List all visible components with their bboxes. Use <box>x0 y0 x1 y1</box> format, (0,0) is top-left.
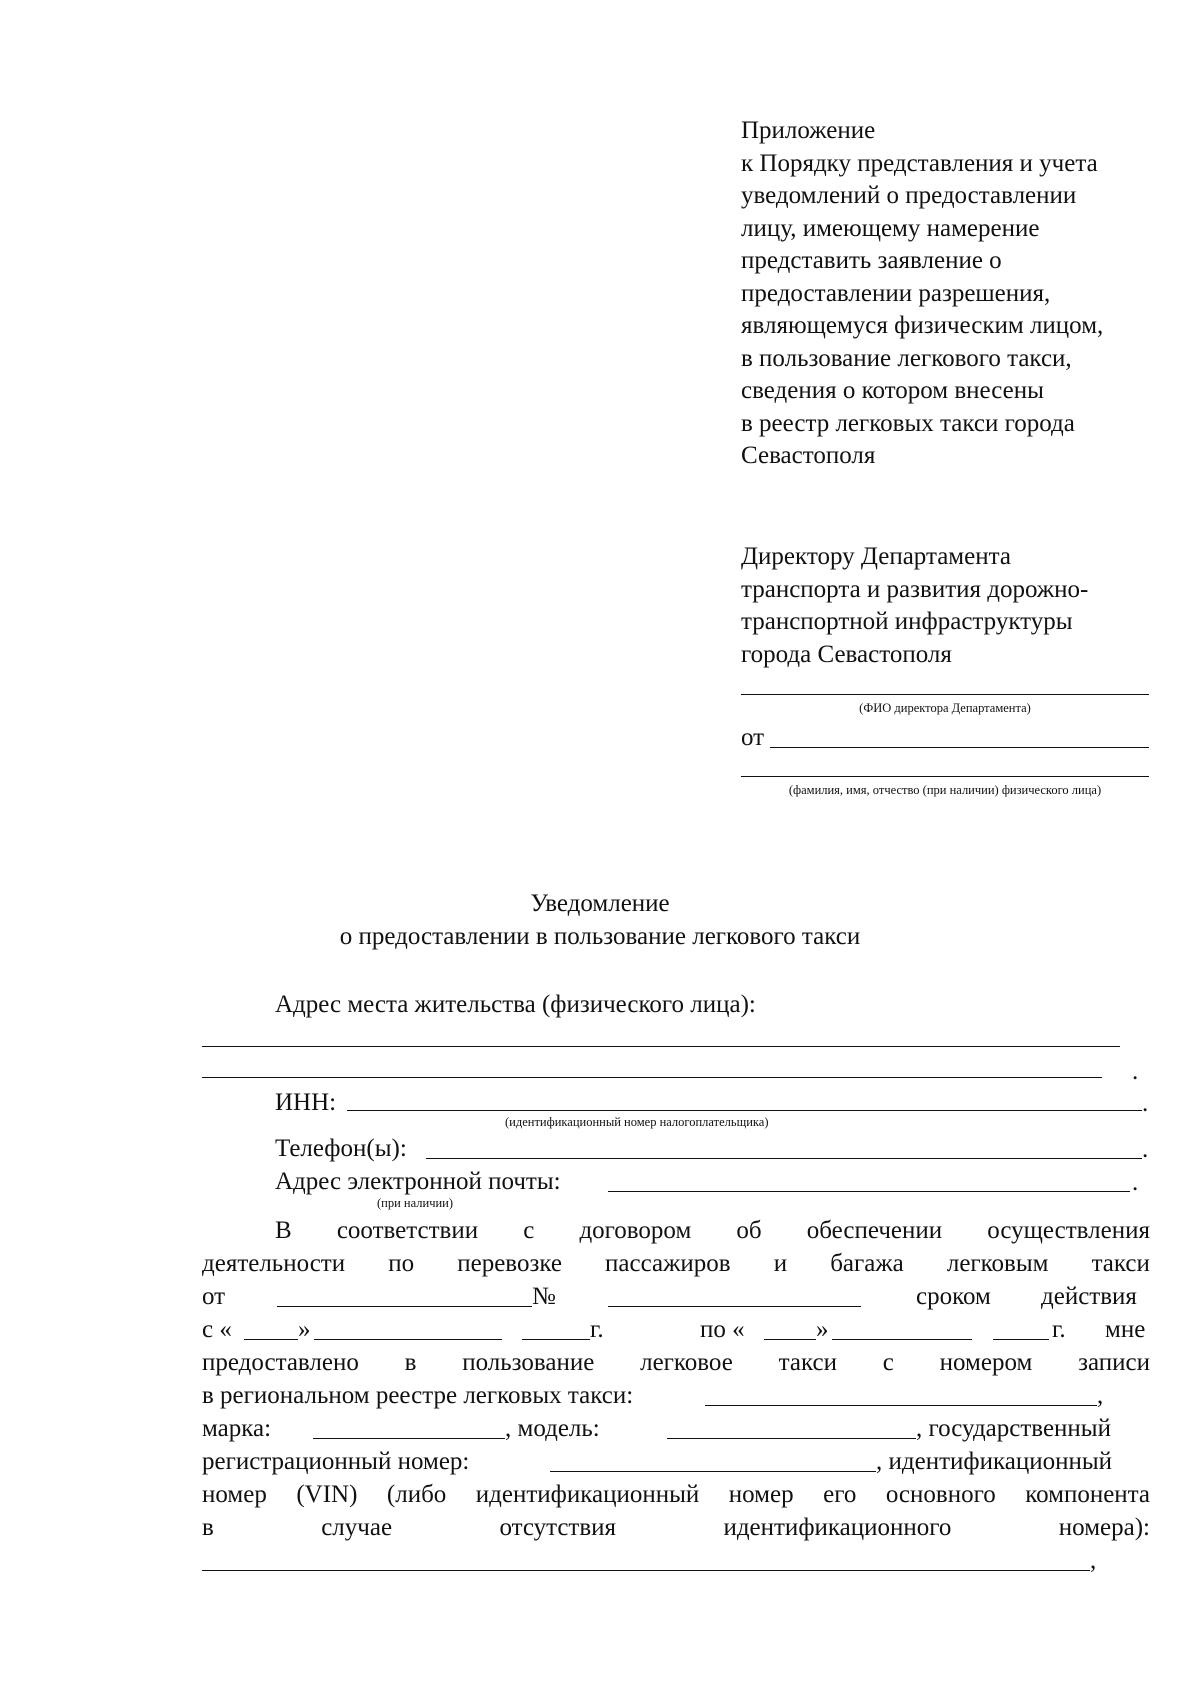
appendix-line: сведения о котором внесены <box>741 377 1044 404</box>
inn-label: ИНН: <box>275 1089 337 1116</box>
word: договором <box>579 1217 692 1244</box>
contract-date-field[interactable] <box>277 1306 532 1307</box>
word: номером <box>939 1349 1033 1376</box>
word: номера): <box>1058 1514 1150 1541</box>
appendix-line: в пользование легкового такси, <box>741 345 1072 372</box>
period-to-label: по « <box>700 1316 745 1343</box>
email-caption: (при наличии) <box>377 1196 454 1210</box>
word: перевозке <box>457 1250 562 1277</box>
from-label: от <box>741 724 765 751</box>
period-from-label: с « <box>202 1316 232 1343</box>
word: номер <box>202 1481 267 1508</box>
period-to-quote: » <box>816 1316 829 1343</box>
phone-field[interactable] <box>426 1158 1142 1159</box>
me-label: мне <box>1105 1316 1146 1343</box>
word: номер <box>728 1481 794 1508</box>
period-from-day-field[interactable] <box>244 1339 298 1340</box>
contract-number-sign: № <box>532 1283 556 1310</box>
vin-field[interactable] <box>202 1570 1090 1571</box>
period-to-year-label: г. <box>1052 1316 1066 1343</box>
appendix-line: уведомлений о предоставлении <box>741 182 1077 209</box>
reg-number-field[interactable] <box>550 1471 876 1472</box>
body-line-10 <box>202 1512 1150 1544</box>
inn-caption: (идентификационный номер налогоплательщика) <box>505 1115 769 1129</box>
appendix-title: Приложение <box>741 117 876 144</box>
period-from-quote: » <box>298 1316 311 1343</box>
word: записи <box>1078 1349 1150 1376</box>
appendix-line: к Порядку представления и учета <box>741 150 1098 177</box>
address-field-2[interactable] <box>202 1077 1102 1078</box>
document-subtitle: о предоставлении в пользование легкового такси <box>339 923 861 950</box>
director-caption: (ФИО директора Департамента) <box>859 701 1031 715</box>
appendix-line: лицу, имеющему намерение <box>741 215 1040 242</box>
word: такси <box>778 1349 837 1376</box>
word: пользование <box>462 1349 595 1376</box>
term-action-label: действия <box>1041 1283 1137 1310</box>
period-from-year-field[interactable] <box>522 1339 590 1340</box>
reg-number-label: регистрационный номер: <box>202 1448 470 1475</box>
document-title: Уведомление <box>530 890 670 917</box>
word: багажа <box>830 1250 904 1277</box>
addressee-line: транспорта и развития дорожно- <box>741 576 1089 603</box>
body-line-1 <box>275 1215 1150 1247</box>
word: осуществления <box>987 1217 1150 1244</box>
address-label: Адрес места жительства (физического лица): <box>275 991 756 1018</box>
word: случае <box>321 1514 393 1541</box>
body-line-9 <box>202 1479 1150 1511</box>
word: об <box>736 1217 762 1244</box>
body-line-5 <box>202 1347 1150 1379</box>
word: такси <box>1091 1250 1150 1277</box>
word: деятельности <box>202 1250 346 1277</box>
director-name-field[interactable] <box>741 694 1149 695</box>
model-field[interactable] <box>667 1438 916 1439</box>
registry-number-field[interactable] <box>705 1405 1097 1406</box>
addressee-line: города Севастополя <box>741 641 952 668</box>
state-label: , государственный <box>916 1415 1111 1442</box>
id-label: , идентификационный <box>876 1448 1113 1475</box>
addressee-line: Директору Департамента <box>741 543 1011 570</box>
body-line-2 <box>202 1248 1150 1280</box>
brand-label: марка: <box>202 1415 272 1442</box>
email-field[interactable] <box>608 1191 1130 1192</box>
from-name-field-2[interactable] <box>741 776 1149 777</box>
phone-end-dot: . <box>1142 1136 1149 1163</box>
from-name-field[interactable] <box>770 747 1149 748</box>
word: идентификационный <box>475 1481 700 1508</box>
person-caption: (фамилия, имя, отчество (при наличии) физического лица) <box>788 783 1102 797</box>
word: отсутствия <box>499 1514 617 1541</box>
address-field-1[interactable] <box>202 1046 1120 1047</box>
appendix-line: в реестр легковых такси города <box>741 410 1075 437</box>
appendix-line: Севастополя <box>741 442 876 469</box>
word: (либо <box>386 1481 447 1508</box>
word: с <box>882 1349 894 1376</box>
email-end-dot: . <box>1132 1169 1139 1196</box>
appendix-line: являющемуся физическим лицом, <box>741 312 1104 339</box>
inn-end-dot: . <box>1142 1090 1149 1117</box>
contract-number-field[interactable] <box>608 1306 861 1307</box>
word: предоставлено <box>202 1349 359 1376</box>
word: (VIN) <box>296 1481 358 1508</box>
period-to-day-field[interactable] <box>764 1339 816 1340</box>
registry-comma: , <box>1097 1382 1104 1409</box>
word: в <box>202 1514 214 1541</box>
vin-comma: , <box>1090 1547 1097 1574</box>
address-end-dot: . <box>1132 1058 1139 1085</box>
brand-field[interactable] <box>313 1438 505 1439</box>
word: легковым <box>946 1250 1049 1277</box>
word: пассажиров <box>605 1250 731 1277</box>
word: по <box>388 1250 415 1277</box>
word: легковое <box>640 1349 733 1376</box>
word: идентификационного <box>723 1514 952 1541</box>
word: с <box>523 1217 535 1244</box>
appendix-line: представить заявление о <box>741 247 1002 274</box>
word: основного <box>885 1481 996 1508</box>
period-from-year-label: г. <box>590 1316 604 1343</box>
registry-label: в региональном реестре легковых такси: <box>202 1382 634 1409</box>
inn-field[interactable] <box>347 1110 1142 1111</box>
word: компонента <box>1025 1481 1150 1508</box>
contract-from-label: от <box>202 1283 226 1310</box>
appendix-line: предоставлении разрешения, <box>741 280 1051 307</box>
period-to-month-field[interactable] <box>832 1339 972 1340</box>
model-label: , модель: <box>505 1415 600 1442</box>
word: и <box>773 1250 788 1277</box>
period-to-year-field[interactable] <box>993 1339 1049 1340</box>
email-label: Адрес электронной почты: <box>275 1168 561 1195</box>
word: обеспечении <box>806 1217 943 1244</box>
word: В <box>275 1217 292 1244</box>
phone-label: Телефон(ы): <box>275 1135 407 1162</box>
period-from-month-field[interactable] <box>314 1339 502 1340</box>
addressee-line: транспортной инфраструктуры <box>741 608 1073 635</box>
word: соответствии <box>336 1217 479 1244</box>
term-label: сроком <box>916 1283 991 1310</box>
word: его <box>823 1481 857 1508</box>
word: в <box>404 1349 417 1376</box>
